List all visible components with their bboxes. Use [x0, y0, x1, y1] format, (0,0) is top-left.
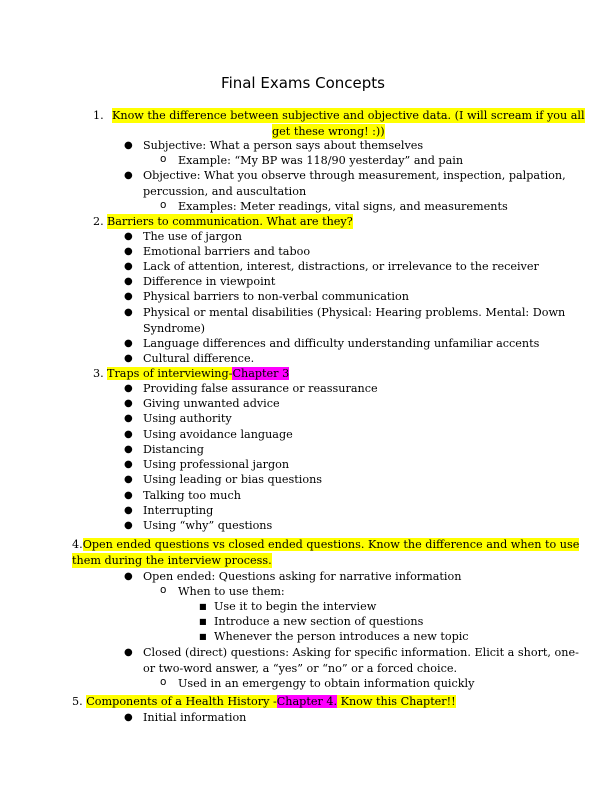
- list-item: Using “why” questions: [143, 519, 273, 532]
- s2-number: 2.: [93, 215, 104, 228]
- list-item: Using authority: [143, 412, 232, 425]
- s4-number: 4.: [72, 538, 83, 551]
- bullet-icon: ●: [124, 383, 133, 394]
- s5-heading-tail: Know this Chapter!!: [337, 695, 456, 708]
- bullet-icon: ●: [124, 276, 133, 287]
- bullet-icon: ●: [124, 520, 133, 531]
- list-item: Introduce a new section of questions: [214, 615, 424, 628]
- s5-number: 5.: [72, 695, 83, 708]
- list-item: Physical barriers to non-verbal communication: [143, 290, 409, 303]
- s4-open-ended: Open ended: Questions asking for narrative information: [143, 570, 462, 583]
- sub-bullet-icon: o: [160, 199, 167, 211]
- s5-heading: [72, 694, 456, 709]
- s4-closed-use: Used in an emergengy to obtain information quickly: [178, 677, 475, 690]
- s1-number: 1.: [93, 109, 104, 122]
- s1-subjective: Subjective: What a person says about themselves: [143, 139, 424, 152]
- bullet-icon: ●: [124, 505, 133, 516]
- s1-heading-line1: Know the difference between subjective and objective data. (I will scream if you all: [112, 109, 585, 122]
- bullet-icon: ●: [124, 338, 133, 349]
- bullet-icon: ●: [124, 353, 133, 364]
- bullet-icon: ●: [124, 246, 133, 257]
- list-item: Distancing: [143, 443, 204, 456]
- bullet-icon: ●: [124, 170, 133, 181]
- s3-chapter-ref: Chapter 3: [232, 367, 290, 380]
- bullet-icon: ●: [124, 231, 133, 242]
- bullet-icon: ●: [124, 398, 133, 409]
- bullet-icon: ●: [124, 261, 133, 272]
- square-bullet-icon: ■: [199, 632, 207, 641]
- bullet-icon: ●: [124, 444, 133, 455]
- s1-objective-line2: percussion, and auscultation: [143, 185, 307, 198]
- list-item: Emotional barriers and taboo: [143, 245, 311, 258]
- list-item: Using avoidance language: [143, 428, 293, 441]
- sub-bullet-icon: o: [160, 676, 167, 688]
- bullet-icon: ●: [124, 474, 133, 485]
- s4-closed-line1: Closed (direct) questions: Asking for specific information. Elicit a short, one-: [143, 646, 579, 659]
- list-item: Using professional jargon: [143, 458, 290, 471]
- list-item: Giving unwanted advice: [143, 397, 280, 410]
- bullet-icon: ●: [124, 413, 133, 424]
- page-title: Final Exams Concepts: [221, 74, 385, 92]
- sub-bullet-icon: o: [160, 153, 167, 165]
- list-item: Talking too much: [143, 489, 241, 502]
- list-item: Physical or mental disabilities (Physical: Hearing problems. Mental: Down: [143, 306, 566, 319]
- square-bullet-icon: ■: [199, 602, 207, 611]
- bullet-icon: ●: [124, 712, 133, 723]
- s3-heading-text: Traps of interviewing-: [107, 367, 233, 380]
- list-item: Use it to begin the interview: [214, 600, 377, 613]
- bullet-icon: ●: [124, 307, 133, 318]
- s5-heading-text: Components of a Health History -: [86, 695, 277, 708]
- list-item: The use of jargon: [143, 230, 242, 243]
- s4-heading-line1: [72, 537, 579, 552]
- bullet-icon: ●: [124, 490, 133, 501]
- sub-bullet-icon: o: [160, 584, 167, 596]
- list-item: Initial information: [143, 711, 247, 724]
- s1-objective-example: Examples: Meter readings, vital signs, and measurements: [178, 200, 508, 213]
- s3-number: 3.: [93, 367, 104, 380]
- bullet-icon: ●: [124, 647, 133, 658]
- bullet-icon: ●: [124, 459, 133, 470]
- bullet-icon: ●: [124, 291, 133, 302]
- list-item: Language differences and difficulty understanding unfamiliar accents: [143, 337, 540, 350]
- list-item: Difference in viewpoint: [143, 275, 276, 288]
- list-item: Lack of attention, interest, distractions, or irrelevance to the receiver: [143, 260, 539, 273]
- s4-heading-line2: them during the interview process.: [72, 554, 272, 567]
- s1-heading-line2: get these wrong! :)): [272, 125, 385, 138]
- list-item: Using leading or bias questions: [143, 473, 323, 486]
- list-item: Cultural difference.: [143, 352, 255, 365]
- s4-closed-line2: or two-word answer, a “yes” or “no” or a forced choice.: [143, 662, 458, 675]
- list-item: Interrupting: [143, 504, 214, 517]
- bullet-icon: ●: [124, 140, 133, 151]
- bullet-icon: ●: [124, 429, 133, 440]
- s3-heading: [107, 366, 289, 381]
- list-item: Providing false assurance or reassurance: [143, 382, 378, 395]
- s1-subjective-example: Example: “My BP was 118/90 yesterday” and pain: [178, 154, 464, 167]
- s4-when-to-use: When to use them:: [178, 585, 285, 598]
- s5-chapter-ref: Chapter 4.: [276, 695, 338, 708]
- list-item-continuation: Syndrome): [143, 322, 206, 335]
- list-item: Whenever the person introduces a new topic: [214, 630, 469, 643]
- s2-heading: Barriers to communication. What are they?: [107, 215, 353, 228]
- bullet-icon: ●: [124, 571, 133, 582]
- square-bullet-icon: ■: [199, 617, 207, 626]
- s4-heading-text: Open ended questions vs closed ended questions. Know the difference and when to use: [82, 538, 580, 551]
- s1-objective-line1: Objective: What you observe through measurement, inspection, palpation,: [143, 169, 566, 182]
